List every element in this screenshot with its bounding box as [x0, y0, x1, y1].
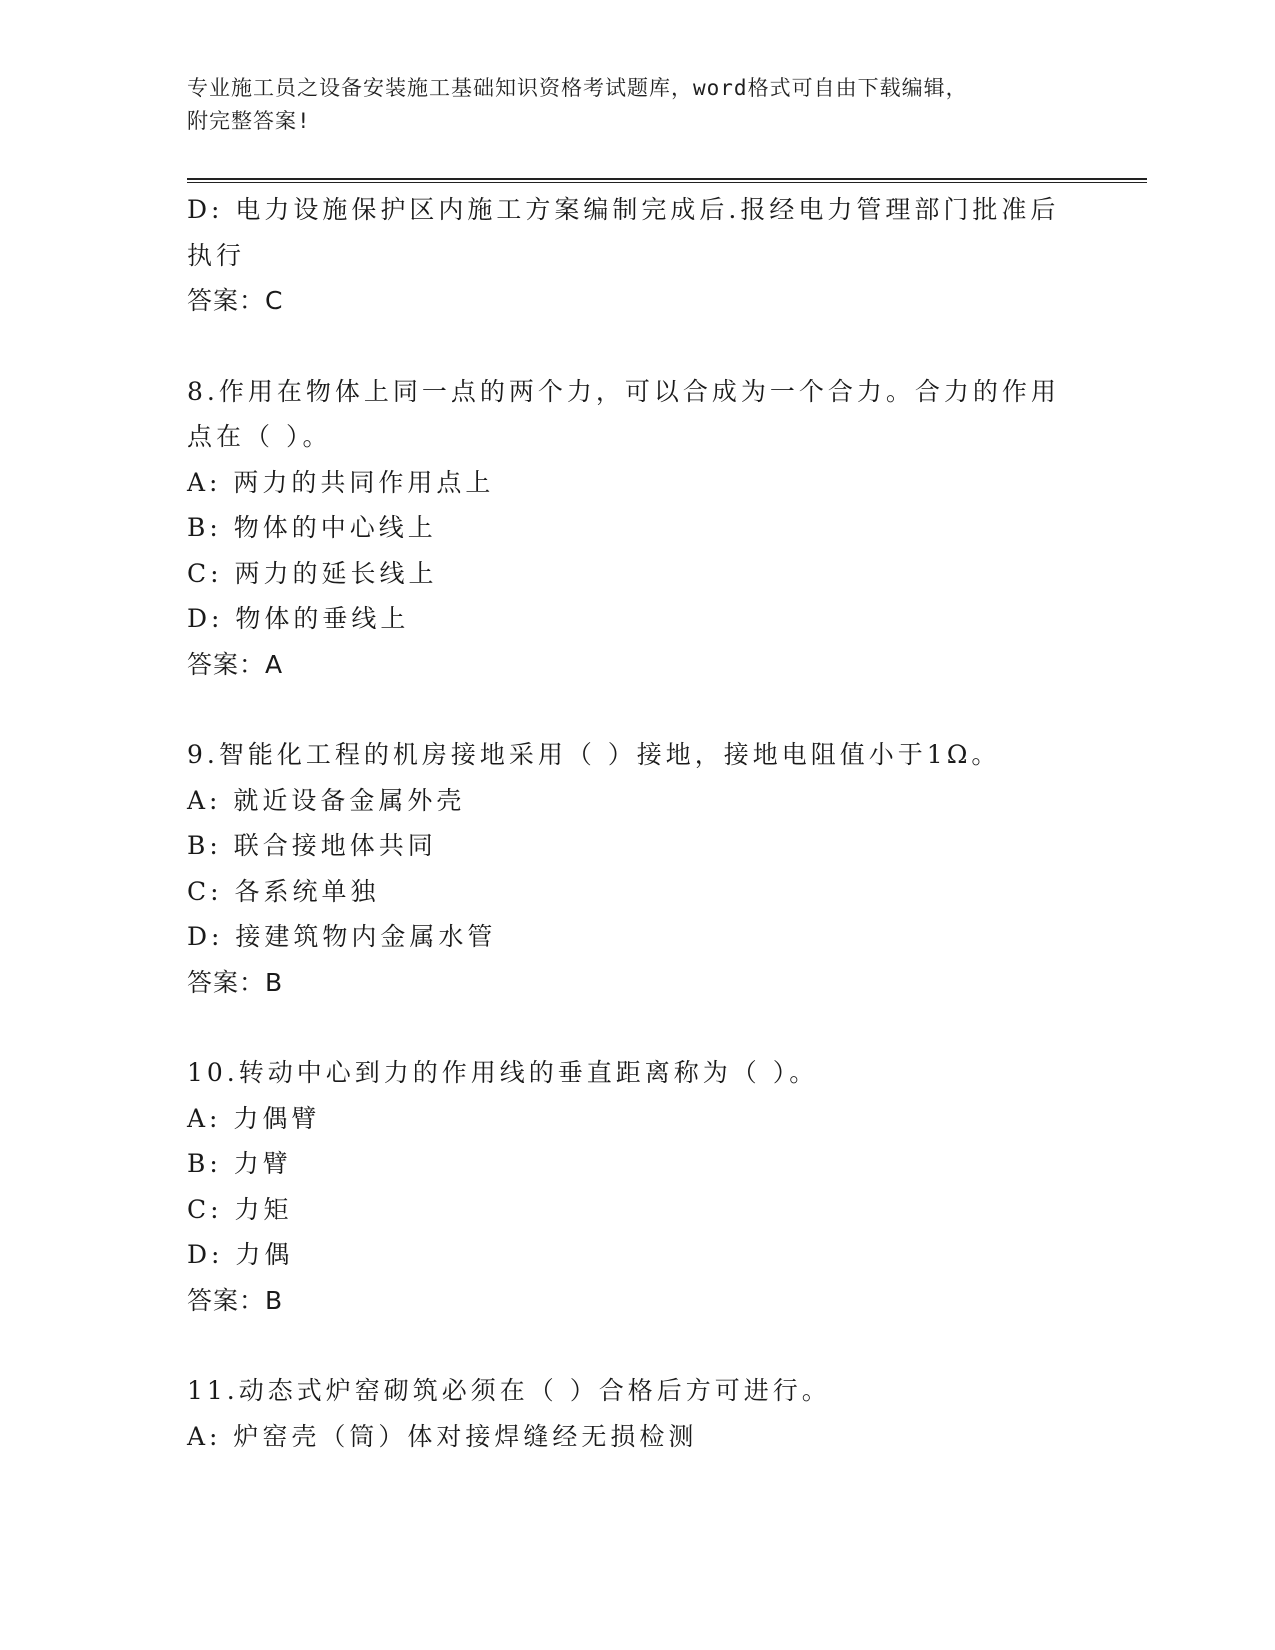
spacer — [187, 1323, 1067, 1368]
header-line-2: 附完整答案! — [187, 109, 311, 133]
question-11 — [187, 1368, 1067, 1459]
question-stem: 9.智能化工程的机房接地采用（ ）接地，接地电阻值小于1Ω。 — [187, 740, 1001, 769]
option-d: D: 接建筑物内金属水管 — [187, 922, 497, 951]
option-d-continued: 执行 — [187, 240, 246, 270]
option-c: C: 各系统单独 — [187, 876, 380, 906]
spacer — [187, 687, 1067, 732]
spacer — [187, 324, 1067, 369]
option-d: D: 力偶 — [187, 1240, 294, 1269]
option-a: A: 就近设备金属外壳 — [187, 785, 466, 815]
option-d: D: 物体的垂线上 — [187, 604, 410, 633]
option-b: B: 力臂 — [187, 1149, 292, 1178]
question-stem: 11.动态式炉窑砌筑必须在（ ）合格后方可进行。 — [187, 1376, 831, 1405]
option-b: B: 物体的中心线上 — [187, 513, 437, 542]
option-a: A: 炉窑壳（筒）体对接焊缝经无损检测 — [187, 1421, 698, 1451]
option-a: A: 两力的共同作用点上 — [187, 467, 495, 497]
header-line-1: 专业施工员之设备安装施工基础知识资格考试题库，word格式可自由下载编辑， — [187, 76, 968, 100]
question-10 — [187, 1050, 1067, 1323]
question-stem: 10.转动中心到力的作用线的垂直距离称为（ ）。 — [187, 1058, 819, 1087]
answer-line: 答案：A — [187, 649, 284, 679]
option-c: C: 力矩 — [187, 1194, 293, 1224]
spacer — [187, 1005, 1067, 1050]
question-8 — [187, 369, 1067, 688]
question-stem-continued: 点在（ ）。 — [187, 422, 332, 451]
answer-line: 答案：B — [187, 1285, 284, 1315]
option-d: D: 电力设施保护区内施工方案编制完成后.报经电力管理部门批准后 — [187, 195, 1060, 224]
option-b: B: 联合接地体共同 — [187, 831, 437, 860]
answer-line: 答案：C — [187, 286, 284, 315]
question-stem: 8.作用在物体上同一点的两个力，可以合成为一个合力。合力的作用 — [187, 376, 1060, 406]
previous-question-tail — [187, 187, 1067, 324]
question-9 — [187, 732, 1067, 1005]
page-header — [187, 72, 1087, 138]
option-c: C: 两力的延长线上 — [187, 558, 438, 588]
answer-line: 答案：B — [187, 967, 284, 997]
question-list — [187, 187, 1067, 1459]
header-divider — [187, 178, 1147, 183]
option-a: A: 力偶臂 — [187, 1103, 321, 1133]
